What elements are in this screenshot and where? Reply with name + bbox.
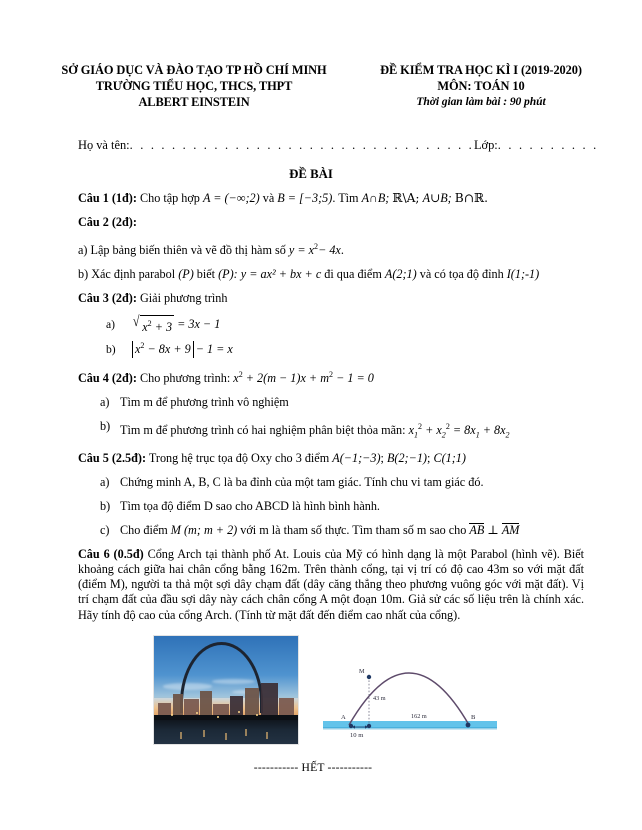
question-5c-vector-am: AM xyxy=(501,523,520,538)
question-3 xyxy=(78,291,584,306)
school-line-3: ALBERT EINSTEIN xyxy=(138,95,250,110)
question-2-head: Câu 2 (2đ): xyxy=(78,214,137,229)
city-light xyxy=(238,711,240,713)
question-1-find-4: B∩ℝ. xyxy=(454,190,488,205)
parabola-curve xyxy=(349,673,469,725)
water-reflection xyxy=(245,729,247,736)
question-3-text: Giải phương trình xyxy=(139,290,228,305)
question-5c-text-2: với m là tham số thực. Tìm tham số m sao cho xyxy=(240,523,467,538)
question-5-point-b: B(2;−1) xyxy=(386,451,427,466)
question-4a-mark: a) xyxy=(100,394,110,409)
question-3a-mark: a) xyxy=(106,317,116,331)
question-3b xyxy=(106,341,584,358)
question-5-head: Câu 5 (2.5đ): xyxy=(78,451,147,466)
question-5-text: Trong hệ trục tọa độ Oxy cho 3 điểm xyxy=(148,451,330,466)
class-label: Lớp: xyxy=(473,137,498,152)
question-1-text: Cho tập hợp xyxy=(139,190,200,205)
question-1-head: Câu 1 (1đ): xyxy=(78,190,137,205)
exam-line-1: ĐỀ KIỂM TRA HỌC KÌ I (2019-2020) xyxy=(380,63,582,77)
question-1-find-3: A∪B; xyxy=(422,190,452,205)
figure-row xyxy=(0,635,642,747)
question-5b-text: Tìm tọa độ điểm D sao cho ABCD là hình bình hành. xyxy=(120,499,380,514)
question-1 xyxy=(78,191,584,206)
question-5: Câu 5 (2.5đ): Trong hệ trục tọa độ Oxy cho 3 điểm A(−1;−3); B(2;−1); C(1;1) xyxy=(78,451,466,466)
water-reflection xyxy=(180,732,182,739)
question-4-head: Câu 4 (2đ): xyxy=(78,370,137,385)
question-5c-vector-ab: AB xyxy=(469,523,485,538)
parabola-svg xyxy=(321,635,499,747)
point-m xyxy=(367,674,371,678)
question-2 xyxy=(78,215,584,230)
water-reflection xyxy=(203,730,205,737)
question-3a-radicand: $x^2 + 3$ xyxy=(140,315,174,335)
school-block xyxy=(34,62,354,111)
question-3a xyxy=(106,314,584,335)
question-1-find-1: A∩B; xyxy=(361,190,390,205)
question-4a-text: Tìm m để phương trình vô nghiệm xyxy=(120,394,289,409)
question-3a-radical: √ $x^2 + 3$ xyxy=(132,313,173,334)
water-reflection xyxy=(266,732,268,739)
question-2b-p1: (P) xyxy=(178,266,194,281)
exam-body xyxy=(0,191,642,623)
question-4b-mark: b) xyxy=(100,418,111,433)
question-5-point-c: C(1;1) xyxy=(433,451,466,466)
question-5c xyxy=(78,523,584,538)
question-5-point-a: A(−1;−3) xyxy=(332,451,381,466)
question-5a-mark: a) xyxy=(100,475,110,490)
question-5b-mark: b) xyxy=(100,499,111,514)
question-3-equations xyxy=(78,314,584,358)
question-2b-text-2: biết xyxy=(196,266,216,281)
question-4b xyxy=(78,419,584,443)
name-dots[interactable]: . . . . . . . . . . . . . . . . . . . . . . . . . . . . . . . . . xyxy=(129,137,474,152)
question-5b xyxy=(78,499,584,514)
question-3a-rhs: = 3x − 1 xyxy=(177,316,221,331)
ground-shadow xyxy=(323,727,497,730)
school-line-1: SỞ GIÁO DỤC VÀ ĐÀO TẠO TP HỒ CHÍ MINH xyxy=(61,63,327,77)
question-4b-text: Tìm m để phương trình có hai nghiệm phân biệt thỏa mãn: xyxy=(120,422,406,437)
question-2a-text: a) Lập bảng biến thiên và vẽ đồ thị hàm số xyxy=(78,242,286,257)
question-3b-rhs: − 1 = x xyxy=(195,341,233,356)
question-4b-body xyxy=(120,419,510,443)
question-5a xyxy=(78,475,584,490)
label-a: A xyxy=(341,713,346,721)
question-5c-text-1: Cho điểm xyxy=(120,523,168,538)
question-6-text: Cổng Arch tại thành phố At. Louis của Mỹ có hình dạng là một Parabol (hình vẽ). Biết khoảng cách giữa hai chân cổng bằng 162m. Trên thành cổng, tại vị trí có độ cao 43m so với mặt đất (điểm M), người ta thả một sợi dây chạm đất (dây căng thẳng theo phương vuông góc với mặt đất). Vị trí chạm đất của đầu sợi dây này cách chân cổng A một đoạn 10m. Giả sử các số liệu trên là chính xác. Hãy tính độ cao của cổng Arch. (Tính từ mặt đất đến điểm cao nhất của cổng). xyxy=(78,547,585,622)
question-4-equation: $x^2 + 2(m - 1)x + m^2 - 1 = 0$ xyxy=(233,369,374,385)
point-foot xyxy=(367,723,371,727)
question-1-find-label: . Tìm xyxy=(332,190,359,205)
question-5c-perp-symbol: ⊥ xyxy=(487,523,499,538)
parabola-diagram xyxy=(321,635,499,747)
question-4b-condition: $x_1^2 + x_2^2 = 8x_1 + 8x_2$ xyxy=(408,421,510,440)
label-height: 43 m xyxy=(373,694,386,702)
question-3-head: Câu 3 (2đ): xyxy=(78,290,137,305)
student-info-line xyxy=(0,137,642,153)
question-2b-point: A(2;1) xyxy=(384,266,417,281)
question-6 xyxy=(78,547,584,622)
question-3b-abs: $x^2 - 8x + 9$ xyxy=(132,341,194,358)
question-5a-text: Chứng minh A, B, C là ba đỉnh của một tam giác. Tính chu vi tam giác đó. xyxy=(120,475,484,490)
question-2b-equation: y = ax² + bx + c xyxy=(240,266,322,281)
question-4 xyxy=(78,367,584,386)
point-b xyxy=(466,722,471,727)
label-b: B xyxy=(471,713,476,721)
question-4-text: Cho phương trình: xyxy=(139,370,231,385)
question-2b xyxy=(78,267,584,282)
question-2b-text-4: và có tọa độ đỉnh xyxy=(419,266,504,281)
point-a xyxy=(349,723,353,727)
question-2b-vertex: I(1;-1) xyxy=(506,266,540,281)
question-5c-body xyxy=(120,523,519,538)
exam-line-2: MÔN: TOÁN 10 xyxy=(437,79,525,94)
end-marker: ----------- HẾT ----------- xyxy=(253,760,373,774)
label-offset: 10 m xyxy=(350,731,364,739)
question-3b-mark: b) xyxy=(106,342,116,356)
school-line-2: TRƯỜNG TIỂU HỌC, THCS, THPT xyxy=(95,79,293,94)
gateway-arch-photo xyxy=(153,635,299,745)
question-2a xyxy=(78,239,584,258)
name-label: Họ và tên: xyxy=(78,137,130,152)
exam-block xyxy=(354,62,608,111)
question-6-head: Câu 6 (0.5đ) xyxy=(78,547,144,562)
question-1-find-2: ℝ\A; xyxy=(392,190,420,205)
label-span: 162 m xyxy=(411,712,427,720)
exam-duration: Thời gian làm bài : 90 phút xyxy=(416,95,546,109)
label-m: M xyxy=(359,667,365,675)
question-5c-mark: c) xyxy=(100,523,110,538)
water-reflection xyxy=(225,733,227,740)
question-2b-p2: (P): xyxy=(218,266,238,281)
question-2b-text-1: b) Xác định parabol xyxy=(78,266,176,281)
question-5c-point: M (m; m + 2) xyxy=(170,523,238,538)
class-dots[interactable]: . . . . . . . . . . xyxy=(497,137,599,152)
page-header xyxy=(0,0,642,111)
question-2a-period: . xyxy=(340,242,344,257)
question-4a xyxy=(78,395,584,410)
page-title: ĐỀ BÀI xyxy=(289,166,333,181)
question-1-conj: và xyxy=(262,190,275,205)
question-1-set-b: B = [−3;5) xyxy=(277,190,333,205)
question-2b-text-3: đi qua điểm xyxy=(324,266,382,281)
question-2a-equation: $y = x^2- 4x$ xyxy=(288,241,341,257)
question-1-set-a: A = (−∞;2) xyxy=(202,190,260,205)
